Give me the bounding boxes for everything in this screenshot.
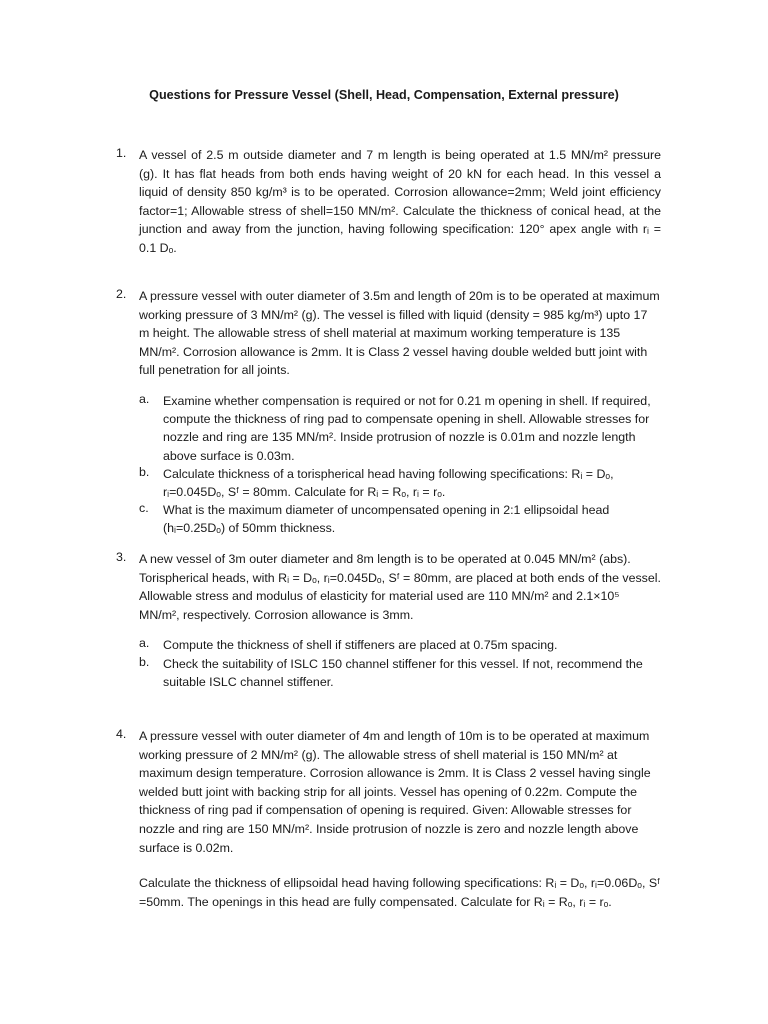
part-text: Examine whether compensation is required or not for 0.21 m opening in shell. If required, compute the thickness of ring pad to compensate opening in shell. Allowable stresses for nozzle and ring are 135 MN/m². Inside protrusion of nozzle is 0.01m and nozzle length above surface is 0.03m. [163, 393, 651, 463]
question-parts [139, 636, 661, 691]
part-text: Check the suitability of ISLC 150 channel stiffener for this vessel. If not, recommend the suitable ISLC channel stiffener. [163, 656, 643, 689]
question-part-a [139, 392, 661, 465]
question-part-c [139, 501, 661, 537]
question-part-b [139, 465, 661, 501]
question-number: 1. [116, 146, 127, 160]
question-4 [116, 727, 661, 911]
part-letter: a. [139, 391, 150, 406]
question-text: A pressure vessel with outer diameter of 3.5m and length of 20m is to be operated at maximum working pressure of 3 MN/m² (g). The vessel is filled with liquid (density = 985 kg/m³) upto 17 m height. The allowable stress of shell material at maximum working temperature is 135 MN/m². Corrosion allowance is 2mm. It is Class 2 vessel having double welded butt joint with full penetration for all joints. [139, 289, 660, 378]
question-text: A new vessel of 3m outer diameter and 8m length is to be operated at 0.045 MN/m² (abs). Torispherical heads, with Rᵢ = Dₒ, rᵢ=0.045Dₒ, Sᶠ = 80mm, are placed at both ends of the vessel. Allowable stress and modulus of elasticity for material used are 110 MN/m² and 2.1×10⁵ MN/m², respectively. Corrosion allowance is 3mm. [139, 552, 661, 622]
document-title: Questions for Pressure Vessel (Shell, Head, Compensation, External pressure) [149, 88, 619, 102]
part-letter: a. [139, 636, 150, 651]
part-text: Calculate thickness of a torispherical head having following specifications: Rᵢ = Dₒ, rᵢ=0.045Dₒ, Sᶠ = 80mm. Calculate for Rᵢ = Rₒ, rᵢ = rₒ. [163, 466, 614, 499]
part-letter: b. [139, 654, 150, 669]
part-text: Compute the thickness of shell if stiffeners are placed at 0.75m spacing. [163, 638, 558, 653]
question-part-b [139, 655, 661, 691]
part-letter: c. [139, 501, 149, 516]
question-extra-text: Calculate the thickness of ellipsoidal head having following specifications: Rᵢ = Dₒ, rᵢ=0.06Dₒ, Sᶠ =50mm. The openings in this head are fully compensated. Calculate for Rᵢ = Rₒ, rᵢ = rₒ. [139, 876, 660, 909]
question-1 [116, 146, 661, 258]
question-text: A pressure vessel with outer diameter of 4m and length of 10m is to be operated at maximum working pressure of 2 MN/m² (g). The allowable stress of shell material is 150 MN/m² at maximum design temperature. Corrosion allowance is 2mm. It is Class 2 vessel having single welded butt joint with backing strip for all joints. Vessel has opening of 0.22m. Compute the thickness of ring pad if compensation of opening is required. Given: Allowable stresses for nozzle and ring are 150 MN/m². Inside protrusion of nozzle is zero and nozzle length above surface is 0.02m. [139, 729, 651, 855]
question-parts [139, 392, 661, 538]
question-text: A vessel of 2.5 m outside diameter and 7 m length is being operated at 1.5 MN/m² pressure (g). It has flat heads from both ends having weight of 20 kN for each head. In this vessel a liquid of density 850 kg/m³ is to be operated. Corrosion allowance=2mm; Weld joint efficiency factor=1; Allowable stress of shell=150 MN/m². Calculate the thickness of conical head, at the junction and away from the junction, having following specification: 120° apex angle with rᵢ = 0.1 Dₒ. [139, 148, 661, 255]
question-2 [116, 287, 661, 538]
part-text: What is the maximum diameter of uncompensated opening in 2:1 ellipsoidal head (hᵢ=0.25Dₒ) of 50mm thickness. [163, 503, 610, 536]
question-number: 3. [116, 550, 127, 564]
question-3 [116, 550, 661, 691]
question-number: 2. [116, 287, 127, 301]
part-letter: b. [139, 464, 150, 479]
question-part-a [139, 636, 661, 654]
question-number: 4. [116, 727, 127, 741]
